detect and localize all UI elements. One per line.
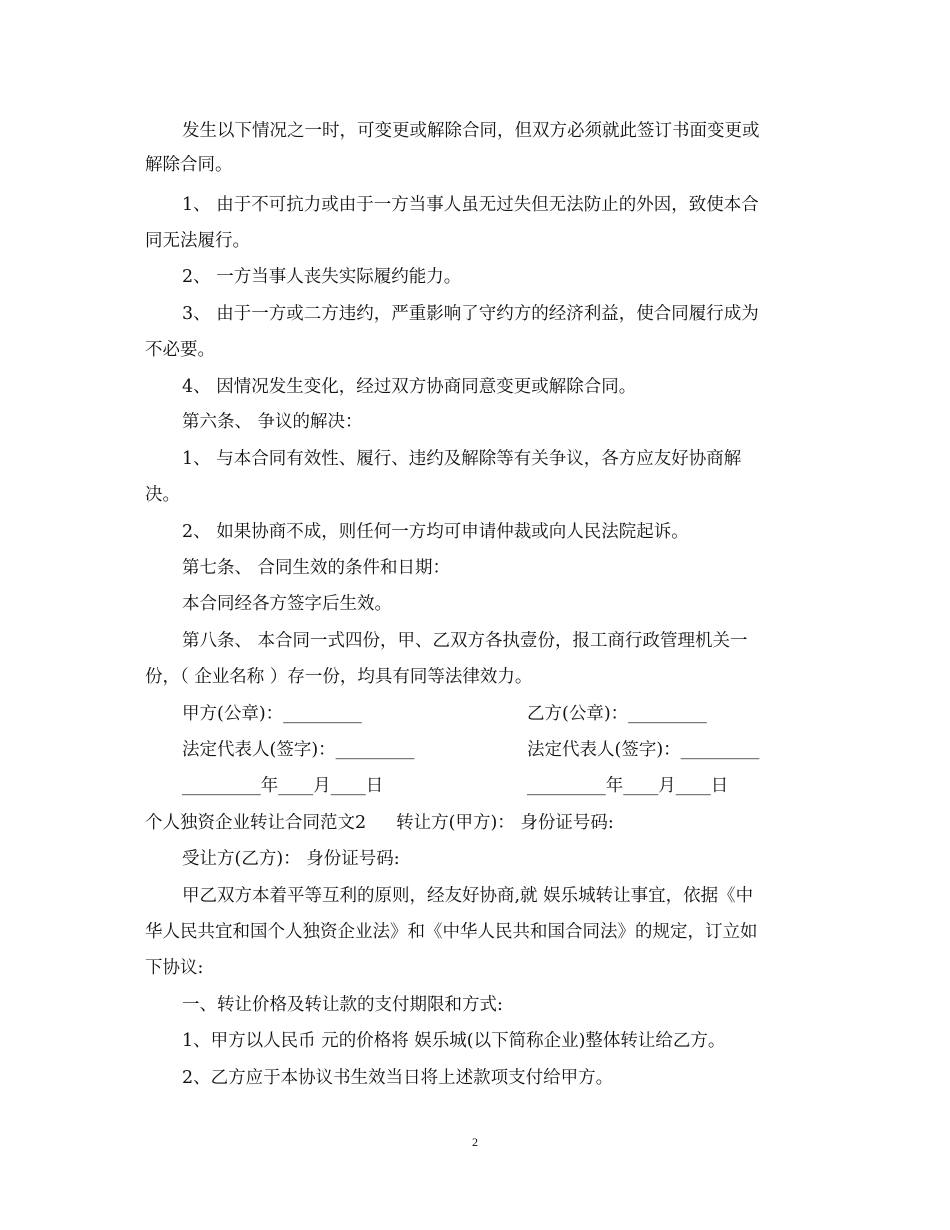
paragraph-line: 发生以下情况之一时，可变更或解除合同，但双方必须就此签订书面变更或 <box>182 121 760 141</box>
party-b-seal: 乙方(公章)：_________ <box>527 704 707 724</box>
party-b-date: _________年____月____日 <box>527 776 729 796</box>
article-heading: 第七条、 合同生效的条件和日期： <box>182 558 451 578</box>
transferor-line: 转让方(甲方)： 身份证号码: <box>396 813 614 833</box>
paragraph-line: 3、 由于一方或二方违约，严重影响了守约方的经济利益，使合同履行成为 <box>182 304 759 324</box>
article-heading: 第六条、 争议的解决： <box>182 412 363 432</box>
paragraph-line: 份，（ 企业名称 ）存一份，均具有同等法律效力。 <box>145 667 533 687</box>
section-title: 个人独资企业转让合同范文2 <box>145 813 367 833</box>
paragraph-line: 一、转让价格及转让款的支付期限和方式: <box>182 995 503 1015</box>
paragraph-line: 解除合同。 <box>145 155 233 175</box>
paragraph-line: 2、乙方应于本协议书生效当日将上述款项支付给甲方。 <box>182 1068 614 1088</box>
paragraph-line: 1、 与本合同有效性、履行、违约及解除等有关争议，各方应友好协商解 <box>182 449 742 469</box>
party-a-date: _________年____月____日 <box>182 776 384 796</box>
transferee-line: 受让方(乙方)： 身份证号码: <box>182 849 400 869</box>
paragraph-line: 决。 <box>145 485 180 505</box>
paragraph-line: 同无法履行。 <box>145 231 250 251</box>
paragraph-line: 1、 由于不可抗力或由于一方当事人虽无过失但无法防止的外因，致使本合 <box>182 195 759 215</box>
page-number: 2 <box>472 1135 478 1149</box>
paragraph-line: 下协议: <box>145 958 204 978</box>
paragraph-line: 2、 如果协商不成，则任何一方均可申请仲裁或向人民法院起诉。 <box>182 522 689 542</box>
paragraph-line: 1、甲方以人民币 元的价格将 娱乐城(以下简称企业)整体转让给乙方。 <box>182 1031 726 1051</box>
article-heading: 第八条、 本合同一式四份，甲、乙双方各执壹份，报工商行政管理机关一 <box>182 631 748 651</box>
section-title-line <box>145 811 614 835</box>
paragraph-line: 4、 因情况发生变化，经过双方协商同意变更或解除合同。 <box>182 377 637 397</box>
paragraph-line: 本合同经各方签字后生效。 <box>182 594 392 614</box>
paragraph-line: 甲乙双方本着平等互利的原则，经友好协商,就 娱乐城转让事宜，依据《中 <box>182 886 754 906</box>
paragraph-line: 不必要。 <box>145 340 215 360</box>
party-a-representative: 法定代表人(签字)：_________ <box>182 740 415 760</box>
paragraph-line: 华人民共宜和国个人独资企业法》和《中华人民共和国合同法》的规定，订立如 <box>145 922 758 942</box>
party-a-seal: 甲方(公章)：_________ <box>182 704 362 724</box>
paragraph-line: 2、 一方当事人丧失实际履约能力。 <box>182 267 462 287</box>
party-b-representative: 法定代表人(签字)：_________ <box>527 740 760 760</box>
